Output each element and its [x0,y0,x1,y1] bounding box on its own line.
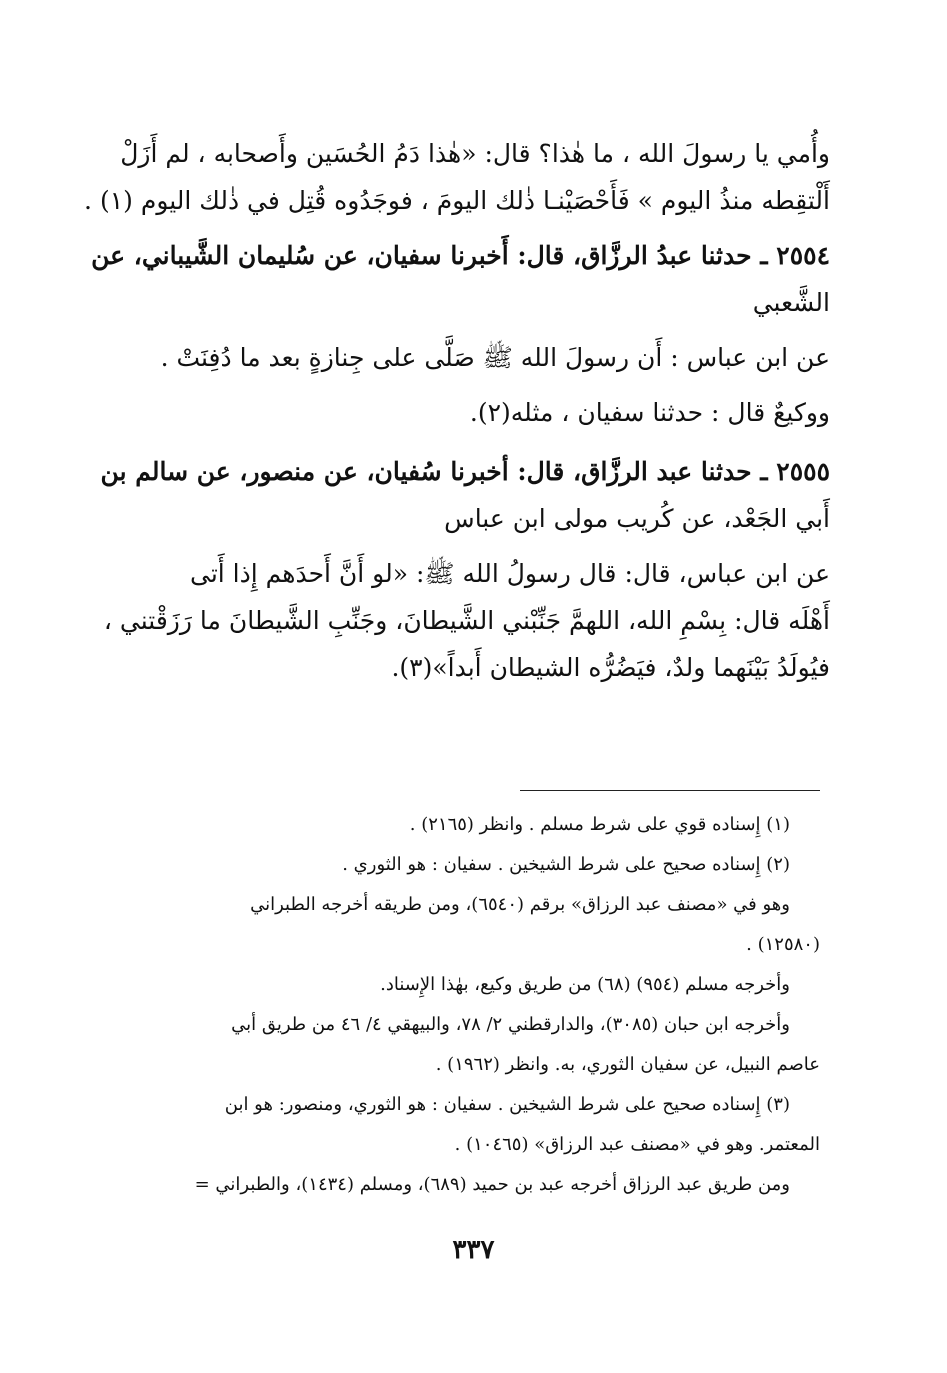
footnote-3: (٣) إِسناده صحيح على شرط الشيخين . سفيان : هو الثوري، ومنصور: هو ابن [224,1094,790,1115]
footnotes [120,805,820,1205]
footnote-line: وأخرجه ابن حبان (٣٠٨٥)، والدارقطني ٢/ ٧٨، والبيهقي ٤/ ٤٦ من طريق أبي [231,1014,790,1035]
text-line: أَهْلَه قال: بِسْمِ الله، اللهمَّ جَنِّبْني الشَّيطانَ، وجَنِّبِ الشَّيطانَ ما رَزَقْتني ، [103,606,830,635]
text-line: الشَّعبي [752,288,830,317]
text-line: وأُمي يا رسولَ الله ، ما هٰذا؟ قال: «هٰذا دَمُ الحُسَين وأَصحابه ، لم أَزَلْ [120,139,830,168]
footnote-line: وأخرجه مسلم (٩٥٤) (٦٨) من طريق وكيع، بهٰذا الإِسناد. [380,974,790,995]
text-line: أَبي الجَعْد، عن كُريب مولى ابن عباس [444,504,830,533]
hadith-2554-matn: عن ابن عباس : أَن رسولَ الله ﷺ صَلَّى على جِنازةٍ بعد ما دُفِنَتْ . [160,343,830,372]
hadith-2555-isnad: ٢٥٥٥ ـ حدثنا عبد الرزَّاق، قال: أخبرنا سُفيان، عن منصور، عن سالم بن [100,457,830,486]
footnote-divider [520,790,820,791]
hadith-2554-isnad: ٢٥٥٤ ـ حدثنا عبدُ الرزَّاق، قال: أَخبرنا سفيان، عن سُليمان الشَّيباني، عن [91,241,830,270]
text-line: ووكيعٌ قال : حدثنا سفيان ، مثله(٢). [469,398,830,427]
footnote-line: وهو في «مصنف عبد الرزاق» برقم (٦٥٤٠)، ومن طريقه أخرجه الطبراني [250,894,790,915]
page-number: ٣٣٧ [452,1235,495,1265]
footnote-2: (٢) إِسناده صحيح على شرط الشيخين . سفيان : هو الثوري . [342,854,790,875]
footnote-1: (١) إِسناده قوي على شرط مسلم . وانظر (٢١٦٥) . [409,814,790,835]
main-text [84,130,830,691]
footnote-line: عاصم النبيل، عن سفيان الثوري، به. وانظر (١٩٦٢) . [435,1054,820,1075]
footnote-line: (١٢٥٨٠) . [746,934,820,955]
hadith-2555-matn: عن ابن عباس، قال: قال رسولُ الله ﷺ: «لو أَنَّ أَحدَهم إِذا أَتى [189,559,830,588]
footnote-line: ومن طريق عبد الرزاق أخرجه عبد بن حميد (٦٨٩)، ومسلم (١٤٣٤)، والطبراني = [194,1174,790,1195]
text-line: أَلْتقِطه منذُ اليوم » فَأَحْصَيْنـا ذٰلك اليومَ ، فوجَدُوه قُتِل في ذٰلك اليوم (١) . [84,186,830,215]
text-line: فيُولَدُ بَيْنَهما ولدٌ، فيَضُرُّه الشيطان أَبداً»(٣). [391,653,830,682]
footnote-line: المعتمر. وهو في «مصنف عبد الرزاق» (١٠٤٦٥) . [454,1134,820,1155]
